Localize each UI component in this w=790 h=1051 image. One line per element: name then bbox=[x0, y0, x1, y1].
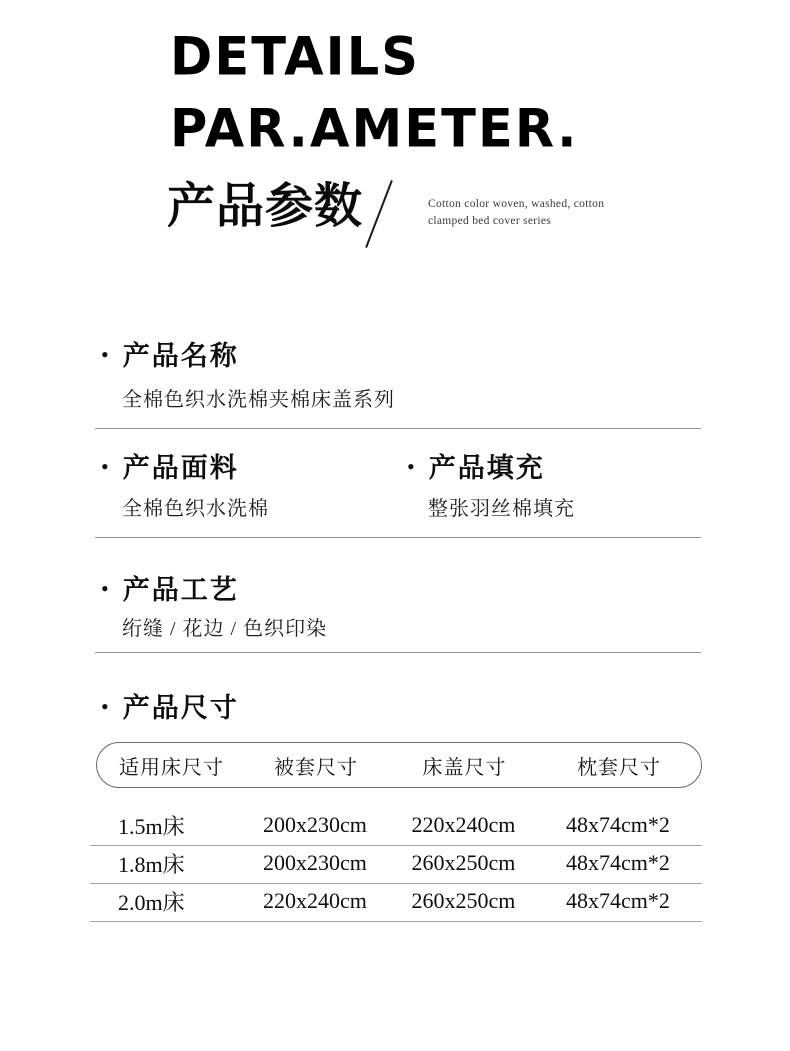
page-subtitle-line1: Cotton color woven, washed, cotton bbox=[428, 198, 605, 210]
section-value-name: 全棉色织水洗棉夹棉床盖系列 bbox=[122, 389, 395, 411]
section-heading-name bbox=[101, 334, 239, 373]
table-cell: 48x74cm*2 bbox=[566, 850, 670, 875]
brand-wordmark-parameter: PAR.AMETER. bbox=[170, 97, 579, 160]
page-subtitle-line2: clamped bed cover series bbox=[428, 215, 552, 228]
page-subtitle bbox=[428, 196, 624, 231]
section-heading-craft bbox=[101, 568, 239, 607]
page-title: 产品参数 bbox=[167, 180, 364, 233]
section-heading-size bbox=[101, 686, 239, 725]
bullet-icon: • bbox=[101, 453, 111, 479]
brand-wordmark-details: DETAILS bbox=[170, 25, 421, 88]
bullet-icon: • bbox=[101, 341, 111, 367]
table-cell: 260x250cm bbox=[411, 888, 516, 913]
size-table-body bbox=[96, 806, 702, 920]
bullet-icon: • bbox=[407, 453, 417, 479]
table-cell: 220x240cm bbox=[263, 888, 367, 913]
slash-divider bbox=[365, 180, 393, 248]
size-table-header-cover: 床盖尺寸 bbox=[422, 756, 507, 779]
size-table-header-bed: 适用床尺寸 bbox=[119, 756, 224, 779]
section-value-craft: 绗缝 / 花边 / 色织印染 bbox=[122, 618, 328, 640]
bullet-icon: • bbox=[101, 693, 111, 719]
table-cell: 1.5m床 bbox=[118, 813, 185, 839]
table-cell: 220x240cm bbox=[411, 812, 516, 837]
size-table-header-duvet: 被套尺寸 bbox=[274, 756, 358, 779]
section-divider bbox=[95, 537, 701, 538]
size-table-header-pillow: 枕套尺寸 bbox=[577, 756, 661, 779]
section-heading-fabric bbox=[101, 446, 239, 485]
section-divider bbox=[95, 428, 701, 429]
section-label: 产品尺寸 bbox=[122, 693, 239, 723]
section-label: 产品填充 bbox=[428, 453, 545, 483]
section-divider bbox=[95, 652, 701, 653]
table-row-divider bbox=[90, 845, 702, 846]
table-cell: 1.8m床 bbox=[118, 851, 185, 877]
table-cell: 200x230cm bbox=[263, 850, 367, 875]
size-table-header bbox=[96, 742, 702, 788]
table-row bbox=[96, 882, 702, 920]
table-cell: 48x74cm*2 bbox=[566, 888, 670, 913]
table-row bbox=[96, 806, 702, 844]
table-cell: 2.0m床 bbox=[118, 889, 185, 915]
table-row-divider bbox=[90, 921, 702, 922]
section-label: 产品名称 bbox=[122, 341, 239, 371]
section-heading-filling bbox=[407, 446, 545, 485]
table-cell: 48x74cm*2 bbox=[566, 812, 670, 837]
section-value-fabric: 全棉色织水洗棉 bbox=[122, 498, 269, 520]
table-row bbox=[96, 844, 702, 882]
section-label: 产品工艺 bbox=[122, 575, 239, 605]
table-cell: 260x250cm bbox=[411, 850, 516, 875]
bullet-icon: • bbox=[101, 575, 111, 601]
section-value-filling: 整张羽丝棉填充 bbox=[428, 498, 575, 520]
section-label: 产品面料 bbox=[122, 453, 239, 483]
table-cell: 200x230cm bbox=[263, 812, 367, 837]
table-row-divider bbox=[90, 883, 702, 884]
